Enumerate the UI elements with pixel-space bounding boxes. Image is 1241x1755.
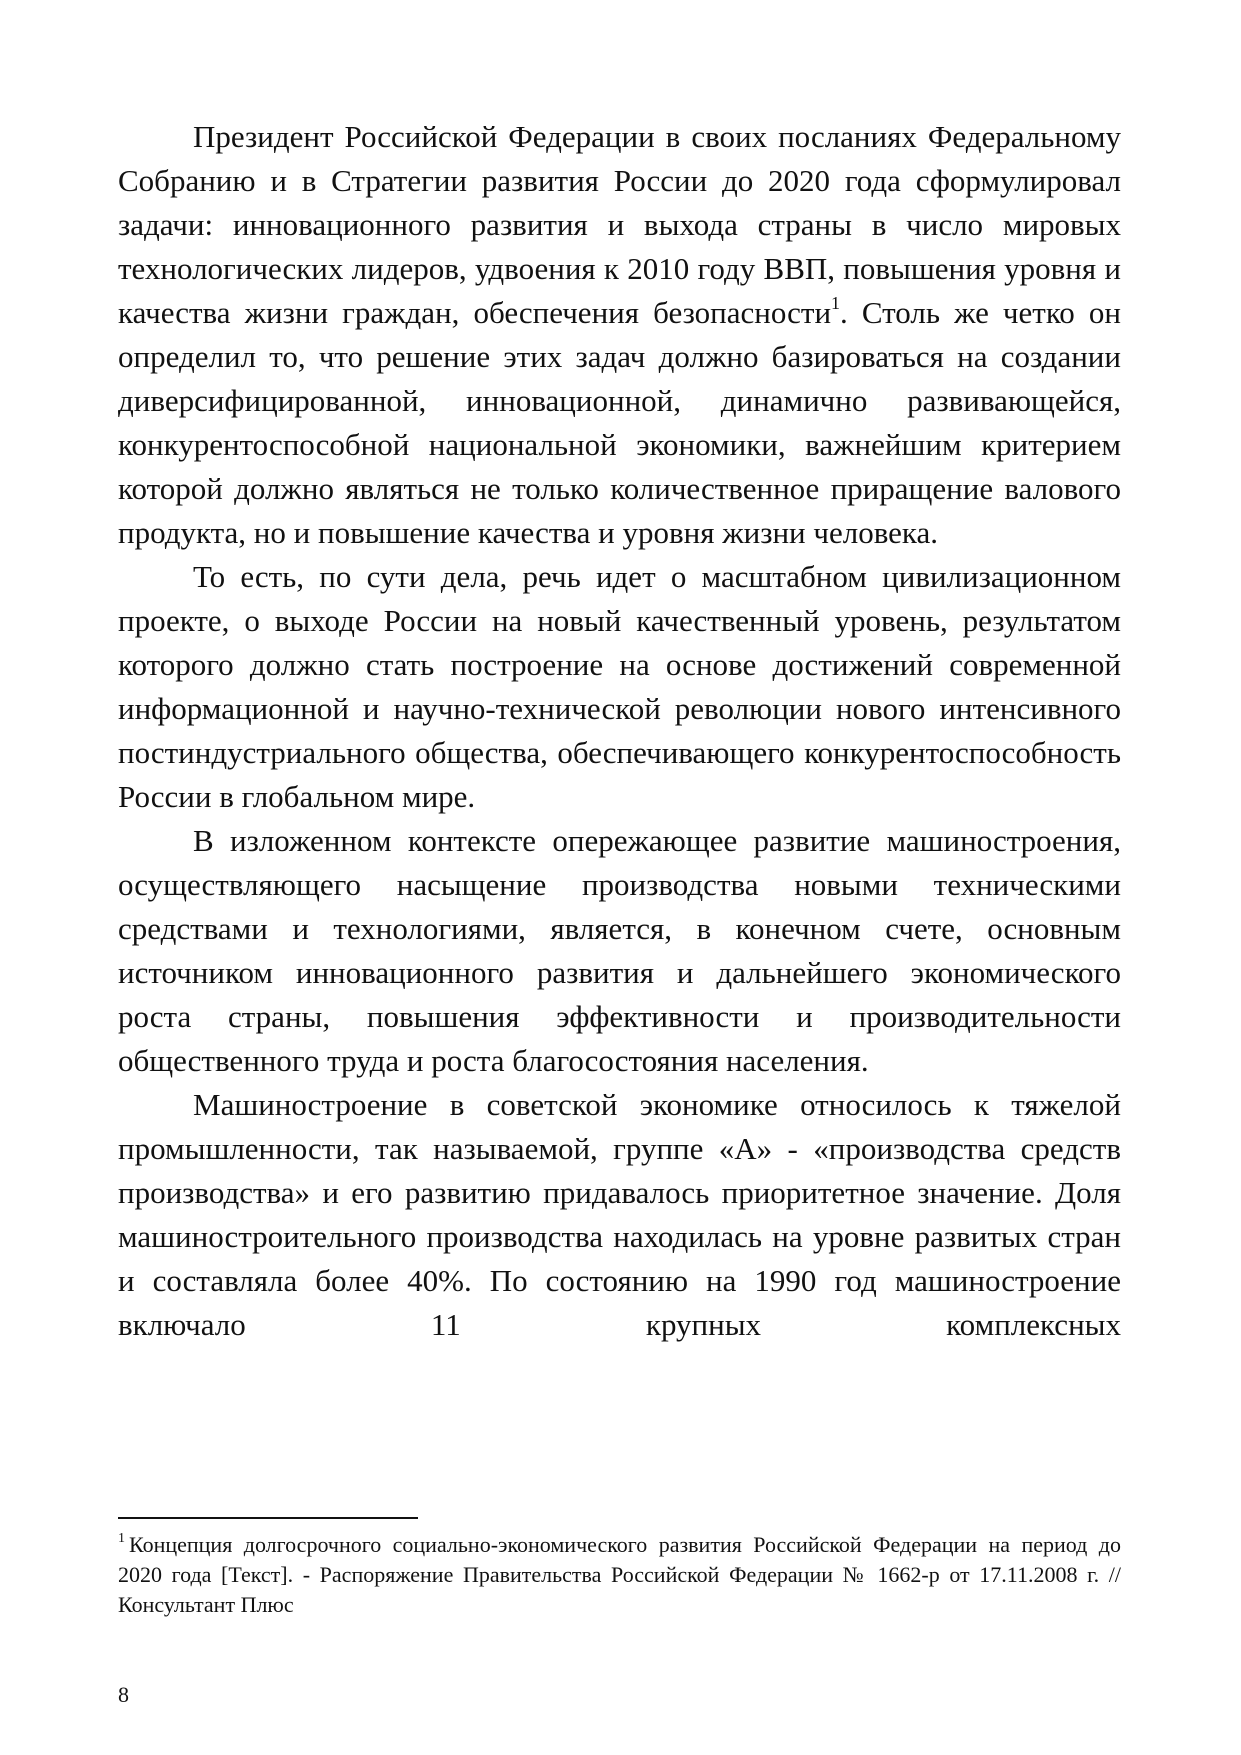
footnote-reference: 1 [831, 293, 841, 313]
paragraph-2: То есть, по сути дела, речь идет о масштабном цивилизационном проекте, о выходе России на новый качественный уровень, результатом которого должно стать построение на основе достижений современной информационной и научно-технической революции нового интенсивного постиндустриального общества, обеспечивающего конкурентоспособность России в глобальном мире. [118, 559, 1121, 814]
paragraph-1-text-b: . Столь же четко он определил то, что решение этих задач должно базироваться на создании диверсифицированной, инновационной, динамично развивающейся, конкурентоспособной национальной экономики, важнейшим критерием которой должно являться не только количественное приращение валового продукта, но и повышение качества и уровня жизни человека. [118, 295, 1121, 550]
paragraph-3: В изложенном контексте опережающее развитие машиностроения, осуществляющего насыщение производства новыми техническими средствами и технологиями, является, в конечном счете, основным источником инновационного развития и дальнейшего экономического роста страны, повышения эффективности и производительности общественного труда и роста благосостояния населения. [118, 823, 1121, 1078]
footnote-text: Концепция долгосрочного социально-экономического развития Российской Федерации на период до 2020 года [Текст]. - Распоряжение Правительства Российской Федерации № 1662-р от 17.11.2008 г. // Консультант Плюс [118, 1532, 1121, 1617]
footnote [118, 1530, 1121, 1620]
footnote-number: 1 [118, 1531, 125, 1546]
page-number: 8 [118, 1682, 129, 1707]
footnote-divider [118, 1517, 418, 1519]
paragraph-1 [118, 115, 1121, 555]
main-text [118, 115, 1121, 1347]
paragraph-4: Машиностроение в советской экономике относилось к тяжелой промышленности, так называемой, группе «А» - «производства средств производства» и его развитию придавалось приоритетное значение. Доля машиностроительного производства находилась на уровне развитых стран и составляла более 40%. По состоянию на 1990 год машиностроение включало 11 крупных комплексных [118, 1087, 1121, 1342]
paragraph-1-text-a: Президент Российской Федерации в своих посланиях Федеральному Собранию и в Стратегии развития России до 2020 года сформулировал задачи: инновационного развития и выхода страны в число мировых технологических лидеров, удвоения к 2010 году ВВП, повышения уровня и качества жизни граждан, обеспечения безопасности [118, 119, 1121, 330]
